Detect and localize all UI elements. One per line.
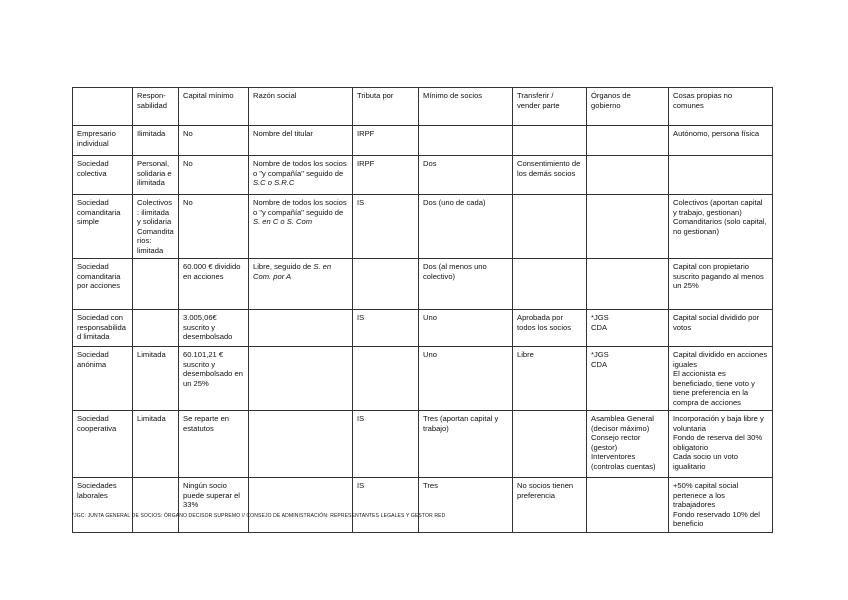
table-cell	[133, 259, 179, 310]
table-cell	[513, 195, 587, 259]
table-cell: Personal, solidaria e ilimitada	[133, 156, 179, 195]
table-cell	[513, 126, 587, 156]
table-cell: Incorporación y baja libre y voluntaria Fondo de reserva del 30% obligatorio Cada socio un voto igualitario	[669, 411, 773, 478]
company-types-table	[72, 87, 773, 533]
header-cell: Órganos de gobierno	[587, 88, 669, 126]
table-cell	[353, 347, 419, 411]
table-cell: Ilimitada	[133, 126, 179, 156]
table-cell	[353, 259, 419, 310]
table-cell: IRPF	[353, 126, 419, 156]
cell-text: Nombre de todos los socios o "y compañía" seguido de	[253, 159, 347, 178]
table-cell: Colectivos: ilimitada y solidaria Comanditarios: limitada	[133, 195, 179, 259]
table-cell: Uno	[419, 310, 513, 347]
table-cell	[419, 126, 513, 156]
table-cell: Colectivos (aportan capital y trabajo, gestionan) Comanditarios (solo capital, no gestionan)	[669, 195, 773, 259]
company-type-cell: Empresario individual	[73, 126, 133, 156]
table-cell: Capital social dividido por votos	[669, 310, 773, 347]
table-cell: No	[179, 195, 249, 259]
table-row	[73, 126, 773, 156]
company-type-cell: Sociedades laborales	[73, 478, 133, 533]
table-cell: Limitada	[133, 347, 179, 411]
table-cell	[669, 156, 773, 195]
table-cell: Se reparte en estatutos	[179, 411, 249, 478]
table-cell	[587, 195, 669, 259]
table-cell: Tres (aportan capital y trabajo)	[419, 411, 513, 478]
header-cell: Transferir / vender parte	[513, 88, 587, 126]
header-cell	[73, 88, 133, 126]
table-cell: IS	[353, 478, 419, 533]
table-cell	[249, 195, 353, 259]
header-cell: Mínimo de socios	[419, 88, 513, 126]
table-cell: Consentimiento de los demás socios	[513, 156, 587, 195]
table-cell	[133, 310, 179, 347]
table-cell: Ningún socio puede superar el 33%	[179, 478, 249, 533]
cell-text-italic: S.C o S.R.C	[253, 178, 295, 187]
table-cell	[587, 478, 669, 533]
table-cell	[249, 478, 353, 533]
table-cell	[513, 259, 587, 310]
table-cell: 3.005,06€ suscrito y desembolsado	[179, 310, 249, 347]
table-row	[73, 156, 773, 195]
table-row	[73, 478, 773, 533]
table-cell	[249, 156, 353, 195]
company-type-cell: Sociedad comanditaria por acciones	[73, 259, 133, 310]
table-cell: *JGS CDA	[587, 310, 669, 347]
header-cell: Tributa por	[353, 88, 419, 126]
table-cell	[513, 411, 587, 478]
table-cell: 60.000 € dividido en acciones	[179, 259, 249, 310]
table-cell: IS	[353, 195, 419, 259]
header-cell: Cosas propias no comunes	[669, 88, 773, 126]
table-cell	[249, 259, 353, 310]
table-cell: IS	[353, 310, 419, 347]
table-row	[73, 347, 773, 411]
table-cell	[587, 156, 669, 195]
table-cell	[587, 126, 669, 156]
table-cell: Libre	[513, 347, 587, 411]
table-cell	[249, 411, 353, 478]
header-cell: Respon- sabilidad	[133, 88, 179, 126]
table-cell: No	[179, 156, 249, 195]
table-cell: Autónomo, persona física	[669, 126, 773, 156]
table-cell: Dos (al menos uno colectivo)	[419, 259, 513, 310]
table-cell	[249, 310, 353, 347]
table-cell: *JGS CDA	[587, 347, 669, 411]
company-type-cell: Sociedad cooperativa	[73, 411, 133, 478]
table-row	[73, 310, 773, 347]
table-cell: No	[179, 126, 249, 156]
company-type-cell: Sociedad comanditaria simple	[73, 195, 133, 259]
table-cell: 60.101,21 € suscrito y desembolsado en un 25%	[179, 347, 249, 411]
table-cell: No socios tienen preferencia	[513, 478, 587, 533]
company-type-cell: Sociedad colectiva	[73, 156, 133, 195]
cell-text-italic: S. en Com. por A	[253, 262, 332, 281]
footnote: *JGC: JUNTA GENERAL DE SOCIOS: ÓRGANO DECISOR SUPREMO // CONSEJO DE ADMINISTRACIÓN: REPRESENTANTES LEGALES Y GESTOR RED	[72, 513, 446, 519]
table-row	[73, 195, 773, 259]
cell-text-italic: S. en C o S. Com	[253, 217, 313, 226]
table-cell: Nombre del titular	[249, 126, 353, 156]
table-cell: IS	[353, 411, 419, 478]
table-cell: +50% capital social pertenece a los trabajadores Fondo reservado 10% del beneficio	[669, 478, 773, 533]
header-row	[73, 88, 773, 126]
table-cell: Uno	[419, 347, 513, 411]
table-cell: IRPF	[353, 156, 419, 195]
table-cell: Capital dividido en acciones iguales El accionista es beneficiado, tiene voto y tiene preferencia en la compra de acciones	[669, 347, 773, 411]
header-cell: Capital mínimo	[179, 88, 249, 126]
header-cell: Razón social	[249, 88, 353, 126]
company-type-cell: Sociedad con responsabilidad limitada	[73, 310, 133, 347]
table-cell: Capital con propietario suscrito pagando al menos un 25%	[669, 259, 773, 310]
table-cell: Aprobada por todos los socios	[513, 310, 587, 347]
table-cell	[133, 478, 179, 533]
table-cell: Asamblea General (decisor máximo) Consejo rector (gestor) Interventores (controlas cuentas)	[587, 411, 669, 478]
cell-text: Libre, seguido de	[253, 262, 314, 271]
table-cell	[249, 347, 353, 411]
table-cell: Limitada	[133, 411, 179, 478]
table-row	[73, 411, 773, 478]
table-cell: Tres	[419, 478, 513, 533]
cell-text: Nombre de todos los socios o "y compañía" seguido de	[253, 198, 347, 217]
table-row	[73, 259, 773, 310]
company-type-cell: Sociedad anónima	[73, 347, 133, 411]
table-cell: Dos (uno de cada)	[419, 195, 513, 259]
table-cell	[587, 259, 669, 310]
table-cell: Dos	[419, 156, 513, 195]
